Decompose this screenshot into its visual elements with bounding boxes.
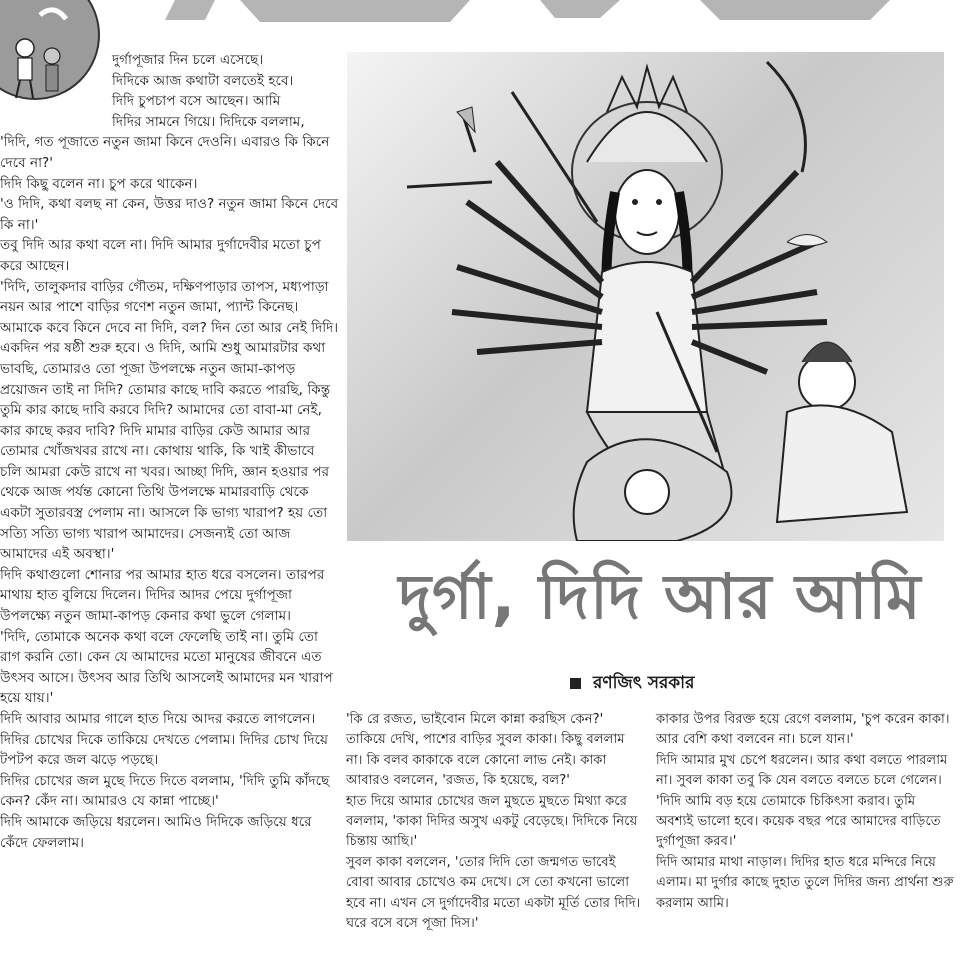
paragraph: সুবল কাকা বললেন, 'তোর দিদি তো জন্মগত ভাবেই বোবা আবার চোখেও কম দেখে। সে তো কখনো ভালো হবে না। এখন সে দুর্গাদেবীর মতো একটা মূর্তি তোর দিদি। ঘরে বসে বসে পূজা দিস।' [346,854,641,932]
paragraph: 'দিদি, তোমাকে অনেক কথা বলে ফেলেছি তাই না। তুমি তো রাগ করনি তো। কেন যে আমাদের মতো মানুষের জীবনে এত উৎসব আসে। উৎসব আর তিথি আসলেই আমাদের মন খারাপ হয়ে যায়।' [0,628,333,707]
paragraph: তবু দিদি আর কথা বলে না। দিদি আমার দুর্গাদেবীর মতো চুপ করে আছেন। [0,237,321,274]
article-headline: দুর্গা, দিদি আর আমি [398,560,922,633]
paragraph: 'দিদি, তালুকদার বাড়ির গৌতম, দক্ষিণপাড়ার তাপস, মধ্যপাড়া নয়ন আর পাশে বাড়ির গণেশ নতুন জামা, প্যান্ট কিনেছ। আমাকে কবে কিনে দেবে না দিদি, বল? দিন তো আর নেই দিদি। একদিন পর ষষ্ঠী শুরু হবে। ও দিদি, আমি শুধু আমারটার কথা ভাবছি, তোমারও তো পূজা উপলক্ষে নতুন জামা-কাপড় প্রয়োজন তাই না দিদি? তোমার কাছে দাবি করতে পারছি, কিন্তু তুমি কার কাছে দাবি করবে দিদি? আমাদের তো বাবা-মা নেই, কার কাছে করব দাবি? দিদি মামার বাড়ির কেউ আমার আর তোমার খোঁজখবর রাখে না। কোথায় থাকি, কি খাই কীভাবে চলি আমরা কেউ রাখে না খবর। আচ্ছা দিদি, জ্ঞান হওয়ার পর থেকে আজ পর্যন্ত কোনো তিথি উপলক্ষে মামারবাড়ি থেকে একটা সুতারবস্ত্র পেলাম না। আসলে কি ভাগ্য খারাপ? হয় তো সত্যি সত্যি ভাগ্য খারাপ আমাদের। সেজন্যই তো আজ আমাদের এই অবস্থা।' [0,278,339,563]
byline [570,670,694,698]
story-column-right [656,710,956,914]
paragraph: 'দিদি আমি বড় হয়ে তোমাকে চিকিৎসা করাব। তুমি অবশ্যই ভালো হবে। কয়েক বছর পরে আমাদের বাড়িতে দুর্গাপূজা করব।' [656,793,941,850]
paragraph: দিদি আবার আমার গালে হাত দিয়ে আদর করতে লাগলেন। দিদির চোখের দিকে তাকিয়ে দেখতে পেলাম। দিদির চোখ দিয়ে টপটপ করে জল ঝড়ে পড়ছে। [0,711,329,769]
masthead-banner [0,0,963,30]
paragraph: কাকার উপর বিরক্ত হয়ে রেগে বললাম, 'চুপ করেন কাকা। আর বেশি কথা বলবেন না। চলে যান।' [656,712,950,748]
paragraph: দিদি আমার মুখ চেপে ধরলেন। আর কথা বলতে পারলাম না। সুবল কাকা তবু কি যেন বলতে বলতে চলে গেলেন। [656,752,948,789]
paragraph: দিদির চোখের জল মুছে দিতে দিতে বললাম, 'দিদি তুমি কাঁদছে কেন? কেঁদ না। আমারও যে কান্না পাচ্ছে।' [0,772,330,810]
story-column-middle [346,710,642,934]
opening-paragraph: দুর্গাপূজার দিন চলে এসেছে। দিদিকে আজ কথাটা বলতেই হবে। দিদি চুপচাপ বসে আছেন। আমি দিদির সামনে গিয়ে। দিদিকে বললাম, [112,52,305,130]
durga-illustration [347,52,944,541]
paragraph: হাত দিয়ে আমার চোখের জল মুছতে মুছতে মিথ্যা করে বললাম, 'কাকা দিদির অসুখ একটু বেড়েছে। দিদিকে নিয়ে চিন্তায় আছি।' [346,793,638,850]
bullet-square-icon [570,678,581,689]
paragraph: দিদি কথাগুলো শোনার পর আমার হাত ধরে বসলেন। তারপর মাথায় হাত বুলিয়ে দিলেন। দিদির আদর পেয়ে দুর্গাপূজা উপলক্ষ্যে নতুন জামা-কাপড় কেনার কথা ভুলে গেলাম। [0,566,325,625]
paragraph: দিদি আমার মাথা নাড়াল। দিদির হাত ধরে মন্দিরে নিয়ে এলাম। মা দুর্গার কাছে দুহাত তুলে দিদির জন্য প্রার্থনা শুরু করলাম আমি। [656,854,954,911]
story-column-left [0,50,340,853]
paragraph: 'ও দিদি, কথা বলছ না কেন, উত্তর দাও? নতুন জামা কিনে দেবে কি না।' [0,196,339,233]
author-name: রণজিৎ সরকার [593,673,695,693]
paragraph: 'দিদি, গত পূজাতে নতুন জামা কিনে দেওনি। এবারও কি কিনে দেবে না?' [0,134,330,171]
paragraph: দিদি কিছু বলেন না। চুপ করে থাকেন। [0,175,198,192]
paragraph: দিদি আমাকে জড়িয়ে ধরলেন। আমিও দিদিকে জড়িয়ে ধরে কেঁদে ফেললাম। [0,813,312,851]
durga-drawing [347,52,944,541]
paragraph: 'কি রে রজত, ভাইবোন মিলে কান্না করছিস কেন?' তাকিয়ে দেখি, পাশের বাড়ির সুবল কাকা। কিছু বললাম না। কি বলব কাকাকে বলে কোনো লাভ নেই। কাকা আবারও বললেন, 'রজত, কি হয়েছে, বল?' [346,712,625,789]
